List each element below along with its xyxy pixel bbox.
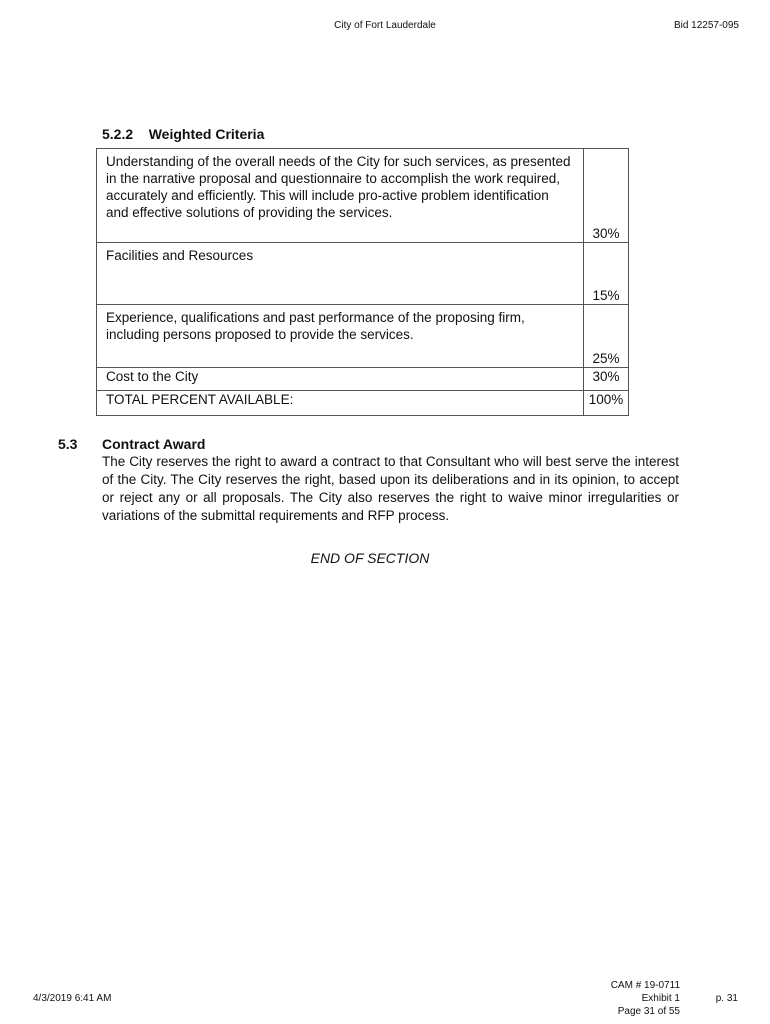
criterion-cell: Cost to the City [97, 368, 584, 391]
footer-cam-number: CAM # 19-0711 [610, 980, 680, 991]
footer-page-of: Page 31 of 55 [617, 1006, 680, 1017]
footer-exhibit: Exhibit 1 [641, 993, 680, 1004]
header-bid-number: Bid 12257-095 [673, 20, 739, 31]
weighted-criteria-table [96, 148, 629, 416]
contract-award-paragraph: The City reserves the right to award a contract to that Consultant who will best serve the interest of the City. The City reserves the right, based upon its deliberations and in its opinion, to accept or reject any or all proposals. The City also reserves the right to waive minor irregularities or variations of the submittal requirements and RFP process. [102, 454, 679, 523]
footer-cam-block [611, 979, 680, 1018]
table-row [97, 243, 629, 305]
criterion-cell: Understanding of the overall needs of the City for such services, as presented in the narrative proposal and questionnaire to accomplish the work required, accurately and efficiently. This will include pro-active problem identification and effective solutions of providing the services. [97, 149, 584, 243]
section-5-3-number: 5.3 [58, 436, 78, 452]
footer-page-number: p. 31 [715, 993, 738, 1004]
section-5-2-2-heading [102, 126, 264, 142]
section-title: Weighted Criteria [148, 126, 265, 142]
criterion-cell: Experience, qualifications and past performance of the proposing firm, including persons proposed to provide the services. [97, 305, 584, 368]
section-number: 5.2.2 [102, 126, 134, 142]
percent-cell: 25% [584, 305, 629, 368]
percent-cell: 30% [584, 149, 629, 243]
footer-timestamp: 4/3/2019 6:41 AM [33, 993, 112, 1004]
criterion-cell: Facilities and Resources [97, 243, 584, 305]
table-row [97, 391, 629, 416]
section-5-3-title: Contract Award [102, 436, 206, 452]
table-row [97, 305, 629, 368]
percent-cell: 30% [584, 368, 629, 391]
total-label-cell: TOTAL PERCENT AVAILABLE: [97, 391, 584, 416]
table-row [97, 368, 629, 391]
end-of-section: END OF SECTION [310, 550, 430, 566]
header-city: City of Fort Lauderdale [334, 20, 436, 31]
table-row [97, 149, 629, 243]
total-percent-cell: 100% [584, 391, 629, 416]
percent-cell: 15% [584, 243, 629, 305]
